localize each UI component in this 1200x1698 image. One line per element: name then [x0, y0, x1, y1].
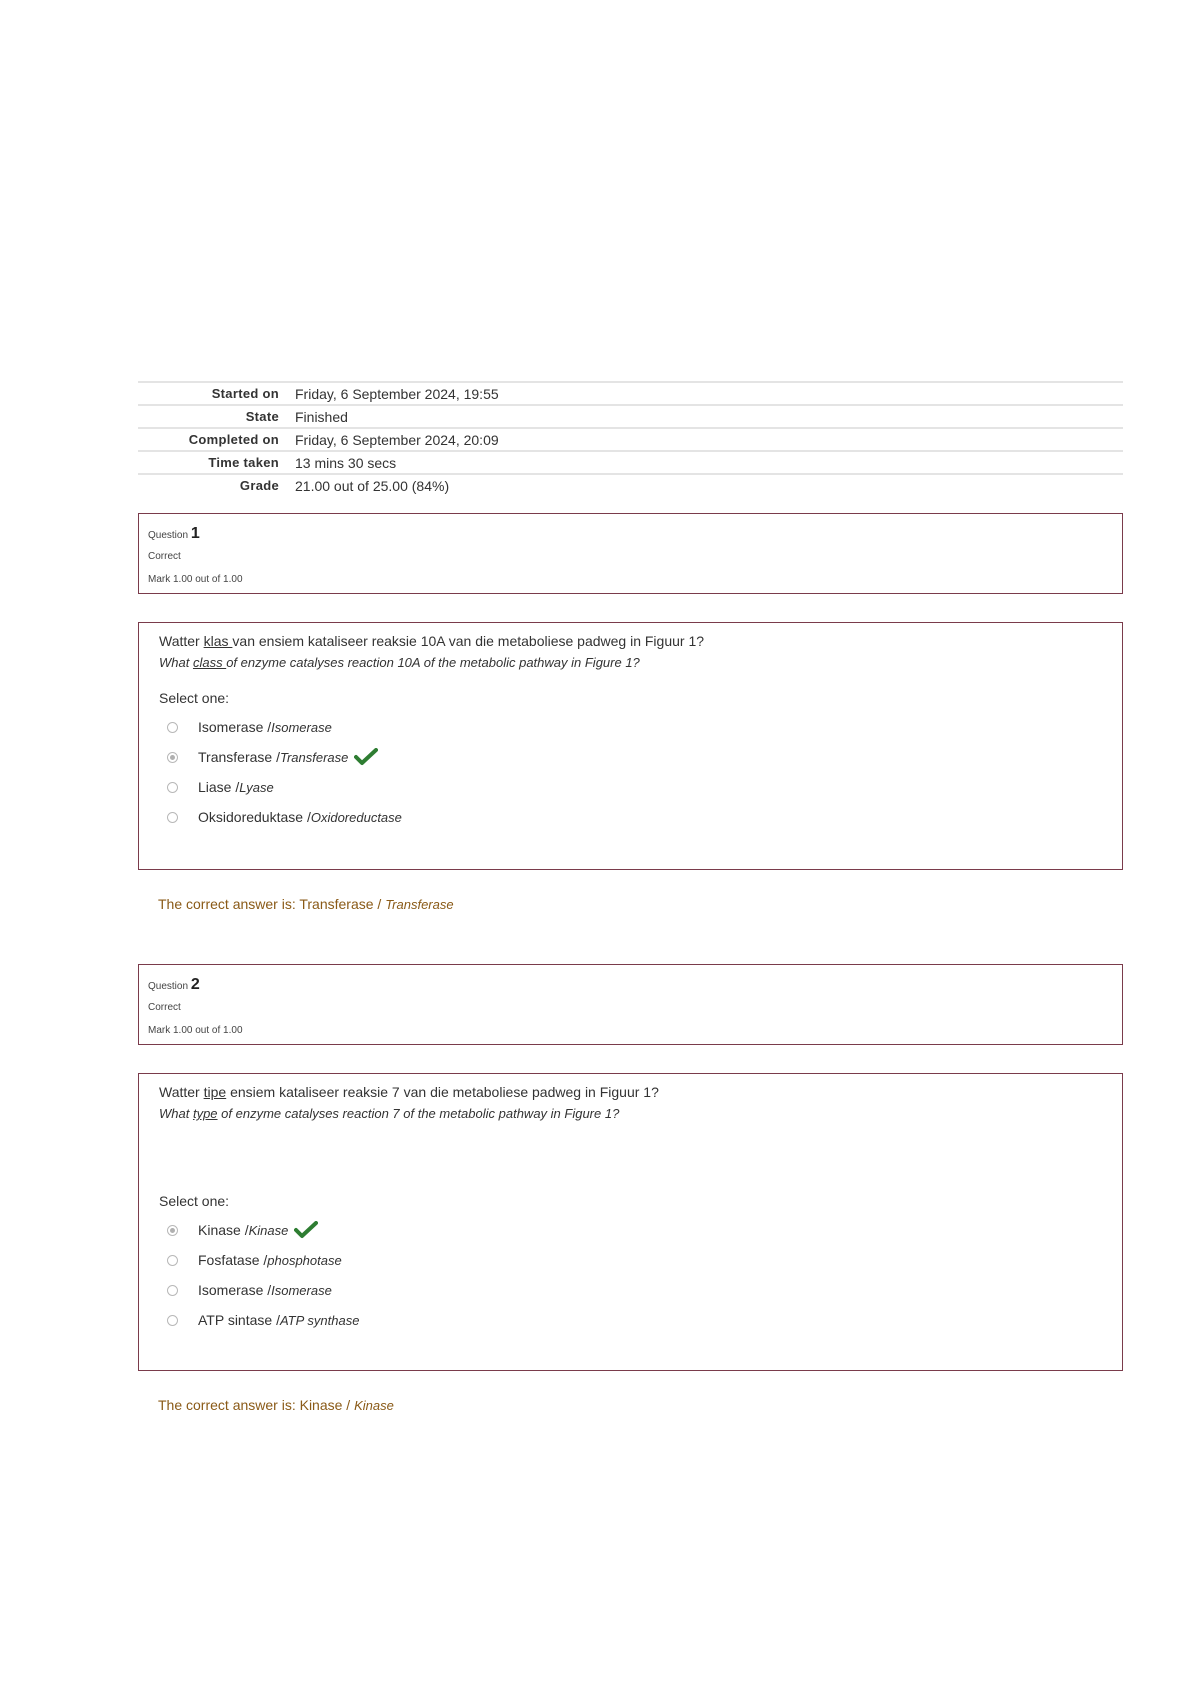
answer-option[interactable]: [159, 1215, 1102, 1245]
option-label-af: Isomerase /: [198, 719, 272, 735]
correct-answer-feedback: [138, 1371, 1123, 1435]
question-label: Question: [148, 981, 189, 992]
summary-row: [138, 382, 1123, 405]
question-text-af: [159, 631, 1102, 652]
question-2-info: [138, 964, 1123, 1045]
summary-label: Time taken: [138, 451, 287, 474]
summary-row: [138, 474, 1123, 496]
question-2-content: [138, 1073, 1123, 1371]
summary-row: [138, 405, 1123, 428]
correct-answer-text: The correct answer is: Kinase /: [158, 1397, 355, 1413]
question-status: Correct: [148, 551, 181, 562]
option-label-en: Isomerase: [271, 719, 332, 735]
radio-button[interactable]: [167, 812, 178, 823]
question-status: Correct: [148, 1002, 181, 1013]
question-text-part: of enzyme catalyses reaction 7 of the metabolic pathway in Figure 1?: [217, 1106, 620, 1121]
answer-option[interactable]: [159, 742, 1102, 772]
radio-button[interactable]: [167, 1315, 178, 1326]
option-label-en: phosphotase: [267, 1252, 342, 1268]
summary-value: Friday, 6 September 2024, 19:55: [287, 382, 1123, 405]
correct-answer-feedback: [138, 870, 1123, 934]
option-label-en: Oxidoreductase: [310, 809, 402, 825]
summary-row: [138, 428, 1123, 451]
option-label-af: Liase /: [198, 779, 240, 795]
radio-button[interactable]: [167, 752, 178, 763]
answer-option[interactable]: [159, 772, 1102, 802]
check-icon: [354, 748, 378, 766]
option-label-en: Kinase: [248, 1222, 289, 1238]
option-label-af: Oksidoreduktase /: [198, 809, 311, 825]
option-label-af: Isomerase /: [198, 1282, 272, 1298]
summary-value: 13 mins 30 secs: [287, 451, 1123, 474]
question-text-en: [159, 652, 1102, 674]
answer-option[interactable]: [159, 802, 1102, 832]
question-text-part: Watter: [159, 633, 204, 649]
question-mark: Mark 1.00 out of 1.00: [148, 574, 243, 585]
option-label-en: Lyase: [239, 779, 274, 795]
radio-button[interactable]: [167, 1255, 178, 1266]
question-text-underlined: class: [192, 655, 227, 670]
check-icon: [294, 1221, 318, 1239]
option-label-af: Fosfatase /: [198, 1252, 268, 1268]
question-mark: Mark 1.00 out of 1.00: [148, 1025, 243, 1036]
option-label-af: ATP sintase /: [198, 1312, 280, 1328]
attempt-summary-table: [138, 381, 1123, 496]
summary-value: 21.00 out of 25.00 (84%): [287, 474, 1123, 496]
question-text-part: What: [159, 1106, 193, 1121]
question-number: 1: [190, 525, 200, 542]
question-number: 2: [190, 976, 200, 993]
question-text-part: What: [159, 655, 193, 670]
question-text-part: ensiem kataliseer reaksie 7 van die metaboliese padweg in Figuur 1?: [226, 1084, 659, 1100]
summary-value: Friday, 6 September 2024, 20:09: [287, 428, 1123, 451]
question-text-underlined: type: [192, 1106, 218, 1121]
answer-option[interactable]: [159, 712, 1102, 742]
question-1-info: [138, 513, 1123, 594]
question-text-en: [159, 1103, 1102, 1125]
question-1-content: [138, 622, 1123, 870]
radio-button[interactable]: [167, 782, 178, 793]
quiz-review-page: [138, 381, 1123, 1435]
select-one-label: Select one:: [159, 690, 230, 706]
option-label-af: Transferase /: [198, 749, 280, 765]
summary-value: Finished: [287, 405, 1123, 428]
summary-row: [138, 451, 1123, 474]
answer-option[interactable]: [159, 1305, 1102, 1335]
option-label-en: ATP synthase: [279, 1312, 360, 1328]
summary-label: Grade: [138, 474, 287, 496]
question-text-part: of enzyme catalyses reaction 10A of the metabolic pathway in Figure 1?: [226, 655, 640, 670]
question-text-af: [159, 1082, 1102, 1103]
radio-button[interactable]: [167, 722, 178, 733]
question-text-part: van ensiem kataliseer reaksie 10A van die metaboliese padweg in Figuur 1?: [232, 633, 705, 649]
question-label: Question: [148, 530, 189, 541]
answer-option[interactable]: [159, 1275, 1102, 1305]
select-one-label: Select one:: [159, 1193, 230, 1209]
option-label-af: Kinase /: [198, 1222, 249, 1238]
correct-answer-en: Transferase: [385, 897, 454, 912]
radio-button[interactable]: [167, 1285, 178, 1296]
summary-label: State: [138, 405, 287, 428]
correct-answer-text: The correct answer is: Transferase /: [158, 896, 386, 912]
summary-label: Completed on: [138, 428, 287, 451]
answer-option[interactable]: [159, 1245, 1102, 1275]
option-label-en: Transferase: [279, 749, 349, 765]
question-text-part: Watter: [159, 1084, 204, 1100]
summary-label: Started on: [138, 382, 287, 405]
option-label-en: Isomerase: [271, 1282, 332, 1298]
question-text-underlined: tipe: [203, 1084, 227, 1100]
question-text-underlined: klas: [203, 633, 233, 649]
correct-answer-en: Kinase: [354, 1398, 394, 1413]
radio-button[interactable]: [167, 1225, 178, 1236]
